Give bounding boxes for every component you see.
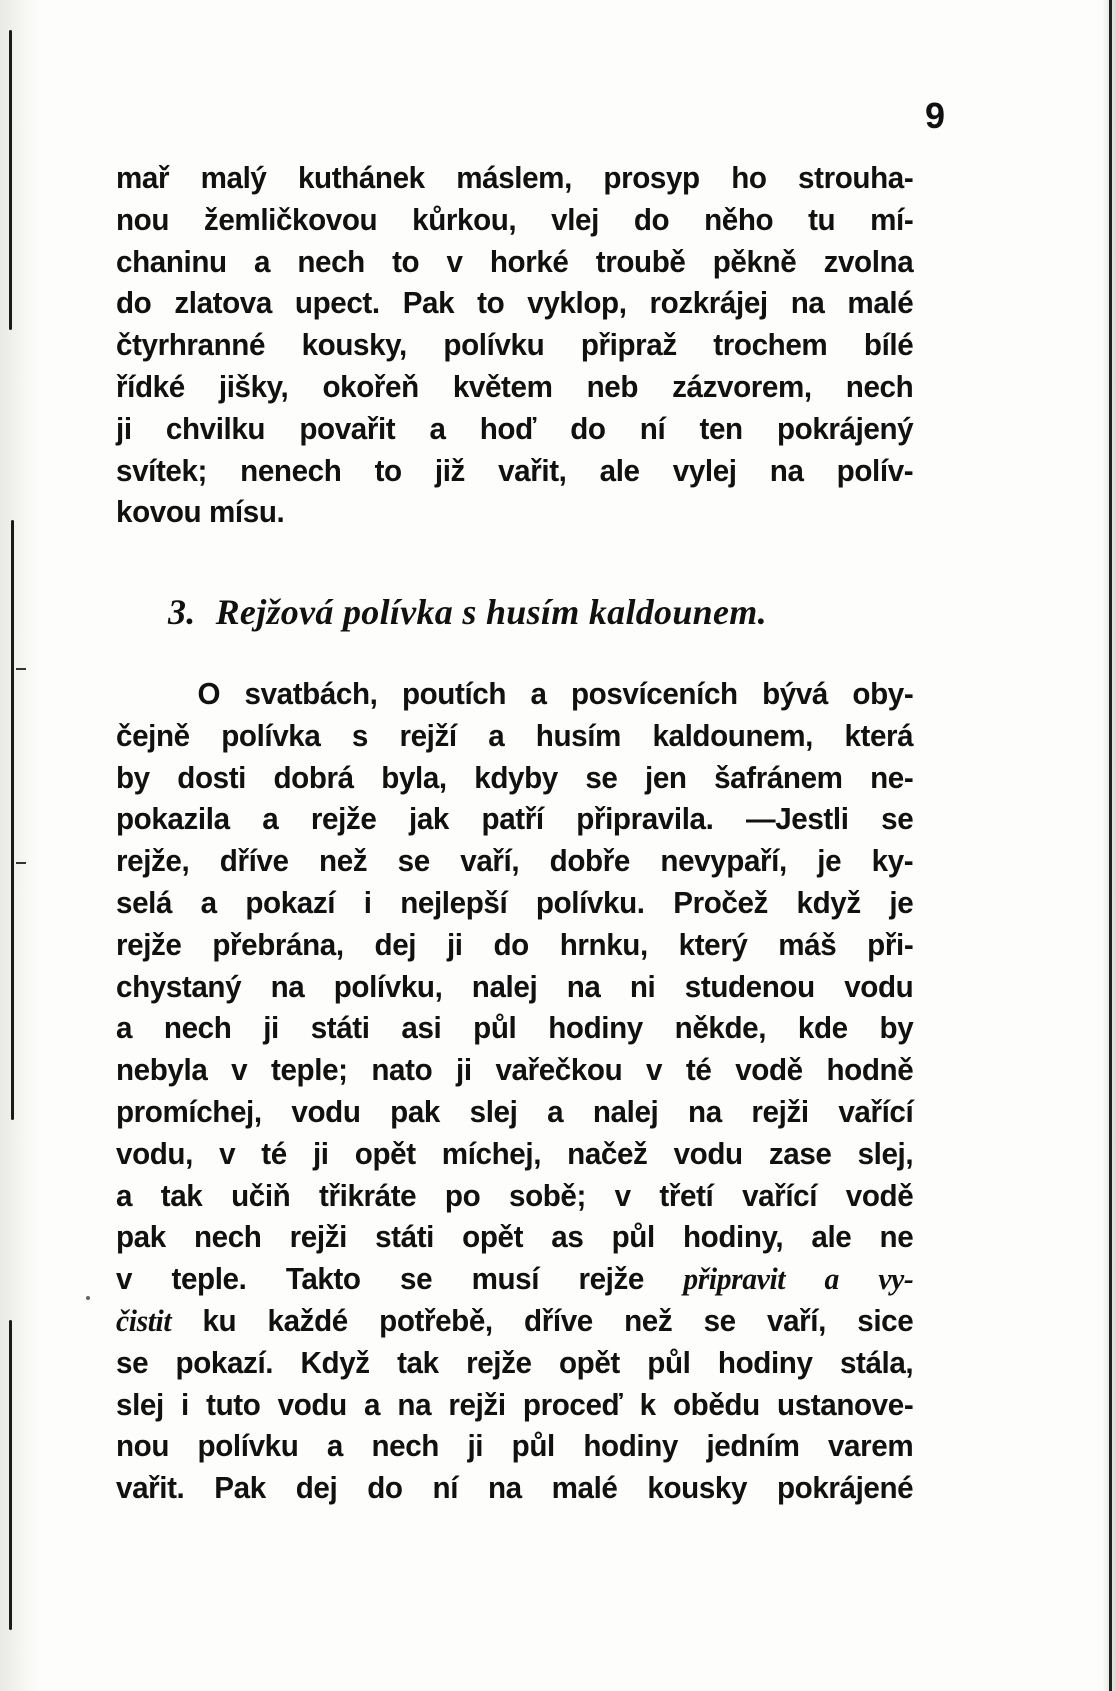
word: rejže [466, 1345, 532, 1380]
word: nech [371, 1429, 439, 1464]
text-line [116, 841, 913, 883]
text-line [116, 799, 913, 841]
word: i [181, 1387, 189, 1422]
word: se [703, 1303, 736, 1338]
text-line-mixed [116, 1301, 913, 1343]
word: malé [847, 286, 914, 321]
word: v [116, 1262, 133, 1297]
text-line [116, 1008, 913, 1050]
word: vařící [742, 1178, 818, 1213]
word: vařit. [116, 1471, 185, 1506]
word: a [262, 802, 279, 837]
word: nech [845, 369, 914, 404]
word: oby- [852, 677, 914, 711]
word: vodě [735, 1053, 803, 1088]
word: nato [371, 1053, 433, 1088]
word: řídké [116, 369, 185, 404]
word: strouha- [798, 161, 914, 195]
word: prosyp [603, 161, 700, 195]
word: kůrkou, [412, 202, 517, 237]
binding-edge [0, 0, 40, 1691]
word: na [790, 286, 825, 321]
word: do [633, 202, 670, 237]
word: vylej [672, 453, 737, 488]
word: dříve [524, 1303, 593, 1338]
word: když [796, 885, 861, 920]
text-line [116, 1176, 913, 1218]
word: vařečkou [495, 1053, 623, 1088]
text-line [116, 158, 913, 200]
word: vodu [673, 1136, 743, 1171]
section-title: Rejžová polívka s husím kaldounem. [215, 592, 767, 632]
word: kdyby [474, 760, 558, 795]
word: opět [558, 1345, 620, 1380]
word: šafránem [714, 760, 843, 795]
word: selá [116, 885, 173, 920]
word: vyklop, [527, 286, 627, 321]
word: Pak [402, 286, 455, 321]
word: polívku, [333, 969, 443, 1004]
word: vlej [551, 202, 599, 237]
word: nevypaří, [660, 844, 787, 879]
text-line [116, 883, 913, 925]
word: Pročež [673, 885, 768, 920]
word: patří [481, 802, 544, 837]
word: nech [163, 1011, 232, 1046]
word: kaldounem, [652, 718, 813, 753]
text-line [116, 283, 913, 325]
word: ale [599, 453, 640, 488]
word: malý [200, 161, 267, 195]
italic-word: čistit [116, 1303, 172, 1338]
text-line [116, 1343, 913, 1385]
word: půl [473, 1011, 517, 1046]
word: a [253, 244, 271, 279]
word: polívka [221, 718, 321, 753]
word: ku [202, 1303, 237, 1338]
text-line [116, 716, 913, 758]
word: přebrána, [212, 927, 344, 962]
word: i [363, 885, 372, 920]
word: státi [310, 1011, 370, 1046]
text-line [116, 367, 913, 409]
word: tak [397, 1345, 439, 1380]
word: byla, [381, 760, 447, 795]
text-line [116, 200, 913, 242]
word: a [326, 1429, 343, 1464]
word: troubě [595, 244, 686, 279]
word: čtyrhranné [116, 328, 266, 363]
word: mí- [870, 202, 914, 237]
text-line [116, 925, 913, 967]
word: na [397, 1387, 432, 1422]
word: Pak [214, 1471, 266, 1506]
word: každé [267, 1303, 348, 1338]
word: která [844, 718, 914, 753]
word: té [685, 1053, 712, 1088]
word: svatbách, [244, 677, 378, 711]
word: po [444, 1178, 481, 1213]
word: na [270, 969, 305, 1004]
word: do [570, 411, 606, 446]
paragraph-1 [116, 158, 913, 534]
word: pak [390, 1094, 440, 1129]
word: tuto [206, 1387, 261, 1422]
word: pak [116, 1220, 166, 1255]
word: se [116, 1345, 149, 1380]
binding-line [9, 30, 12, 330]
word: nalej [471, 969, 538, 1004]
word: pokrájené [776, 1471, 914, 1506]
word: s [351, 718, 369, 753]
word: opět [462, 1220, 524, 1255]
text-line [116, 1468, 913, 1510]
word: té [261, 1136, 287, 1171]
word: mař [116, 161, 170, 195]
word: rejže [310, 802, 377, 837]
word: půl [511, 1429, 555, 1464]
word: ji [467, 1429, 484, 1464]
word: máslem, [456, 161, 572, 195]
word: kousky, [301, 328, 407, 363]
italic-word: připravit [683, 1262, 786, 1297]
word: opět [354, 1136, 416, 1171]
word: nenech [240, 453, 342, 488]
word: Když [300, 1345, 370, 1380]
word: ní [432, 1471, 459, 1506]
binding-mark [16, 862, 26, 864]
word: musí [471, 1262, 540, 1297]
word: nejlepší [400, 885, 508, 920]
text-line-mixed [116, 1259, 913, 1301]
right-page-edge [1102, 0, 1116, 1691]
word: posvíceních [570, 677, 738, 711]
text-line [116, 1385, 913, 1427]
word: ni [629, 969, 656, 1004]
word: polívku. [535, 885, 645, 920]
word: čejně [116, 718, 190, 753]
word: sobě; [509, 1178, 586, 1213]
word: třikráte [319, 1178, 417, 1213]
word: vodu [277, 1387, 347, 1422]
word: nech [193, 1220, 262, 1255]
word: kuthánek [297, 161, 425, 195]
word: máš [778, 927, 837, 962]
word: ky- [871, 844, 914, 879]
word: a [364, 1387, 381, 1422]
paragraph-2 [116, 674, 913, 1510]
word: než [319, 844, 368, 879]
word: rozkrájej [649, 286, 768, 321]
word: chystaný [116, 969, 242, 1004]
word: vaří, [460, 844, 520, 879]
word: slej [469, 1094, 518, 1129]
word: varem [827, 1429, 914, 1464]
word: as [551, 1220, 584, 1255]
word: a [200, 885, 217, 920]
text-line [116, 1092, 913, 1134]
word: dobře [549, 844, 630, 879]
word: potřebě, [379, 1303, 493, 1338]
binding-line [11, 520, 14, 1120]
word: zvolna [823, 244, 914, 279]
word: hodiny [717, 1345, 813, 1380]
word: pokazí. [175, 1345, 274, 1380]
margin-dot [86, 1296, 90, 1300]
word: ne [879, 1220, 914, 1255]
word: nou [116, 202, 170, 237]
word: se [585, 760, 618, 795]
binding-mark [16, 668, 26, 670]
word: zase [768, 1136, 832, 1171]
word: by [879, 1011, 914, 1046]
word: nou [116, 1429, 170, 1464]
word: je [817, 844, 842, 879]
word: ji [456, 1053, 472, 1088]
word: míchej, [441, 1136, 542, 1171]
binding-line [9, 1320, 12, 1630]
word: to [392, 244, 420, 279]
word: ní [639, 411, 666, 446]
word: pěkně [712, 244, 797, 279]
word: jedním [706, 1429, 800, 1464]
word: vaří, [767, 1303, 826, 1338]
word: promíchej, [116, 1094, 262, 1129]
word: načež [567, 1136, 648, 1171]
word: vařící [838, 1094, 914, 1129]
word: na [487, 1471, 522, 1506]
word: vodu, [116, 1136, 193, 1171]
text-line [116, 758, 913, 800]
word: jen [644, 760, 687, 795]
word: v [219, 1136, 236, 1171]
word: je [889, 885, 914, 920]
word: vodu [844, 969, 914, 1004]
word: dříve [219, 844, 289, 879]
word: pokrájený [776, 411, 914, 446]
word: někde, [674, 1011, 767, 1046]
word: rejže [116, 927, 182, 962]
word: třetí [659, 1178, 714, 1213]
word: hoď [479, 411, 536, 446]
word: stála, [839, 1345, 914, 1380]
word: svítek; [116, 453, 208, 488]
text-line [116, 674, 913, 716]
text-line [116, 1426, 913, 1468]
word: hodně [826, 1053, 914, 1088]
text-line [116, 1134, 913, 1176]
word: sice [857, 1303, 914, 1338]
word: teple; [271, 1053, 348, 1088]
word: nebyla [116, 1053, 208, 1088]
word: na [688, 1094, 722, 1129]
word: kousky [647, 1471, 748, 1506]
text-line [116, 1050, 913, 1092]
word: ji [263, 1011, 279, 1046]
word: ji [446, 927, 463, 962]
word: neb [586, 369, 639, 404]
italic-word: a [824, 1262, 839, 1297]
word: ne- [870, 760, 914, 795]
word: žemličkovou [203, 202, 378, 237]
word: hrnku, [559, 927, 648, 962]
word: rejži [448, 1387, 506, 1422]
word: květem [452, 369, 553, 404]
word: malé [551, 1471, 618, 1506]
word: hodiny [548, 1011, 643, 1046]
word: se [397, 844, 430, 879]
word: připravila. [576, 802, 714, 837]
word: rejži [289, 1220, 347, 1255]
word: rejže [578, 1262, 644, 1297]
page-number: 9 [924, 95, 945, 136]
word: v [614, 1178, 631, 1213]
word: O [197, 677, 221, 711]
word: polív- [836, 453, 914, 488]
word: a [116, 1178, 133, 1213]
word: rejži [751, 1094, 809, 1129]
word: vodu [291, 1094, 361, 1129]
word: kde [797, 1011, 848, 1046]
word: který [678, 927, 748, 962]
text-line [116, 409, 913, 451]
word: a [547, 1094, 564, 1129]
text-line [116, 967, 913, 1009]
word: dej [295, 1471, 338, 1506]
word: bílé [863, 328, 914, 363]
word: v [646, 1053, 663, 1088]
word: vodě [845, 1178, 914, 1213]
text-line [116, 1217, 913, 1259]
text-line [116, 325, 913, 367]
word: dej [374, 927, 417, 962]
word: obědu [672, 1387, 760, 1422]
word: se [881, 802, 914, 837]
word: nalej [592, 1094, 659, 1129]
word: v [231, 1053, 248, 1088]
word: ji [116, 411, 132, 446]
word: poutích [401, 677, 507, 711]
word: asi [401, 1011, 442, 1046]
word: studenou [684, 969, 815, 1004]
word: něho [704, 202, 774, 237]
word: dobrá [273, 760, 354, 795]
word: jak [408, 802, 449, 837]
word: husím [535, 718, 621, 753]
word: a [530, 677, 547, 711]
word: hodiny [583, 1429, 678, 1464]
word: polívku [197, 1429, 299, 1464]
word: vařit, [498, 453, 567, 488]
word: Takto [285, 1262, 361, 1297]
word: učiň [231, 1178, 291, 1213]
word: ale [811, 1220, 852, 1255]
word: rejže, [116, 844, 190, 879]
text-line [116, 242, 913, 284]
word: chvilku [165, 411, 266, 446]
word: tu [808, 202, 836, 237]
word: —Jestli [746, 802, 849, 837]
word: se [400, 1262, 433, 1297]
word: již [434, 453, 465, 488]
word: na [566, 969, 601, 1004]
word: do [367, 1471, 403, 1506]
word: ho [731, 161, 767, 195]
word: slej [116, 1387, 164, 1422]
word: do [493, 927, 529, 962]
word: ten [699, 411, 743, 446]
word: a [116, 1011, 133, 1046]
word: hodiny, [682, 1220, 784, 1255]
section-heading [168, 590, 767, 634]
word: než [624, 1303, 673, 1338]
text-line [116, 451, 913, 493]
word: teple. [171, 1262, 247, 1297]
word: trochem [713, 328, 828, 363]
word: k [639, 1387, 656, 1422]
word: tak [160, 1178, 203, 1213]
word: to [477, 286, 505, 321]
word: a [429, 411, 446, 446]
word: okořeň [322, 369, 419, 404]
word: zázvorem, [672, 369, 812, 404]
word: do [116, 286, 152, 321]
word: horké [489, 244, 569, 279]
word: nech [297, 244, 365, 279]
word: pokazila [116, 802, 230, 837]
word: by [116, 760, 150, 795]
word: ustanove- [777, 1387, 914, 1422]
word: upect. [294, 286, 380, 321]
word: povařit [299, 411, 396, 446]
italic-word: vy- [878, 1262, 914, 1297]
word: proceď [522, 1387, 623, 1422]
word: bývá [762, 677, 828, 711]
word: polívku [443, 328, 545, 363]
right-edge-line [1109, 0, 1112, 1691]
word: slej, [857, 1136, 914, 1171]
section-number: 3. [168, 592, 196, 632]
word: rejží [399, 718, 457, 753]
word: dosti [177, 760, 246, 795]
word: jišky, [218, 369, 289, 404]
word: na [769, 453, 804, 488]
word: ji [312, 1136, 329, 1171]
word: zlatova [174, 286, 272, 321]
word: státi [375, 1220, 435, 1255]
word: půl [611, 1220, 655, 1255]
word: při- [867, 927, 914, 962]
word: a [488, 718, 505, 753]
text-line: kovou mísu. [116, 495, 285, 530]
word: to [374, 453, 402, 488]
word: v [446, 244, 463, 279]
word: připraž [580, 328, 677, 363]
word: půl [647, 1345, 691, 1380]
word: pokazí [245, 885, 336, 920]
word: chaninu [116, 244, 227, 279]
